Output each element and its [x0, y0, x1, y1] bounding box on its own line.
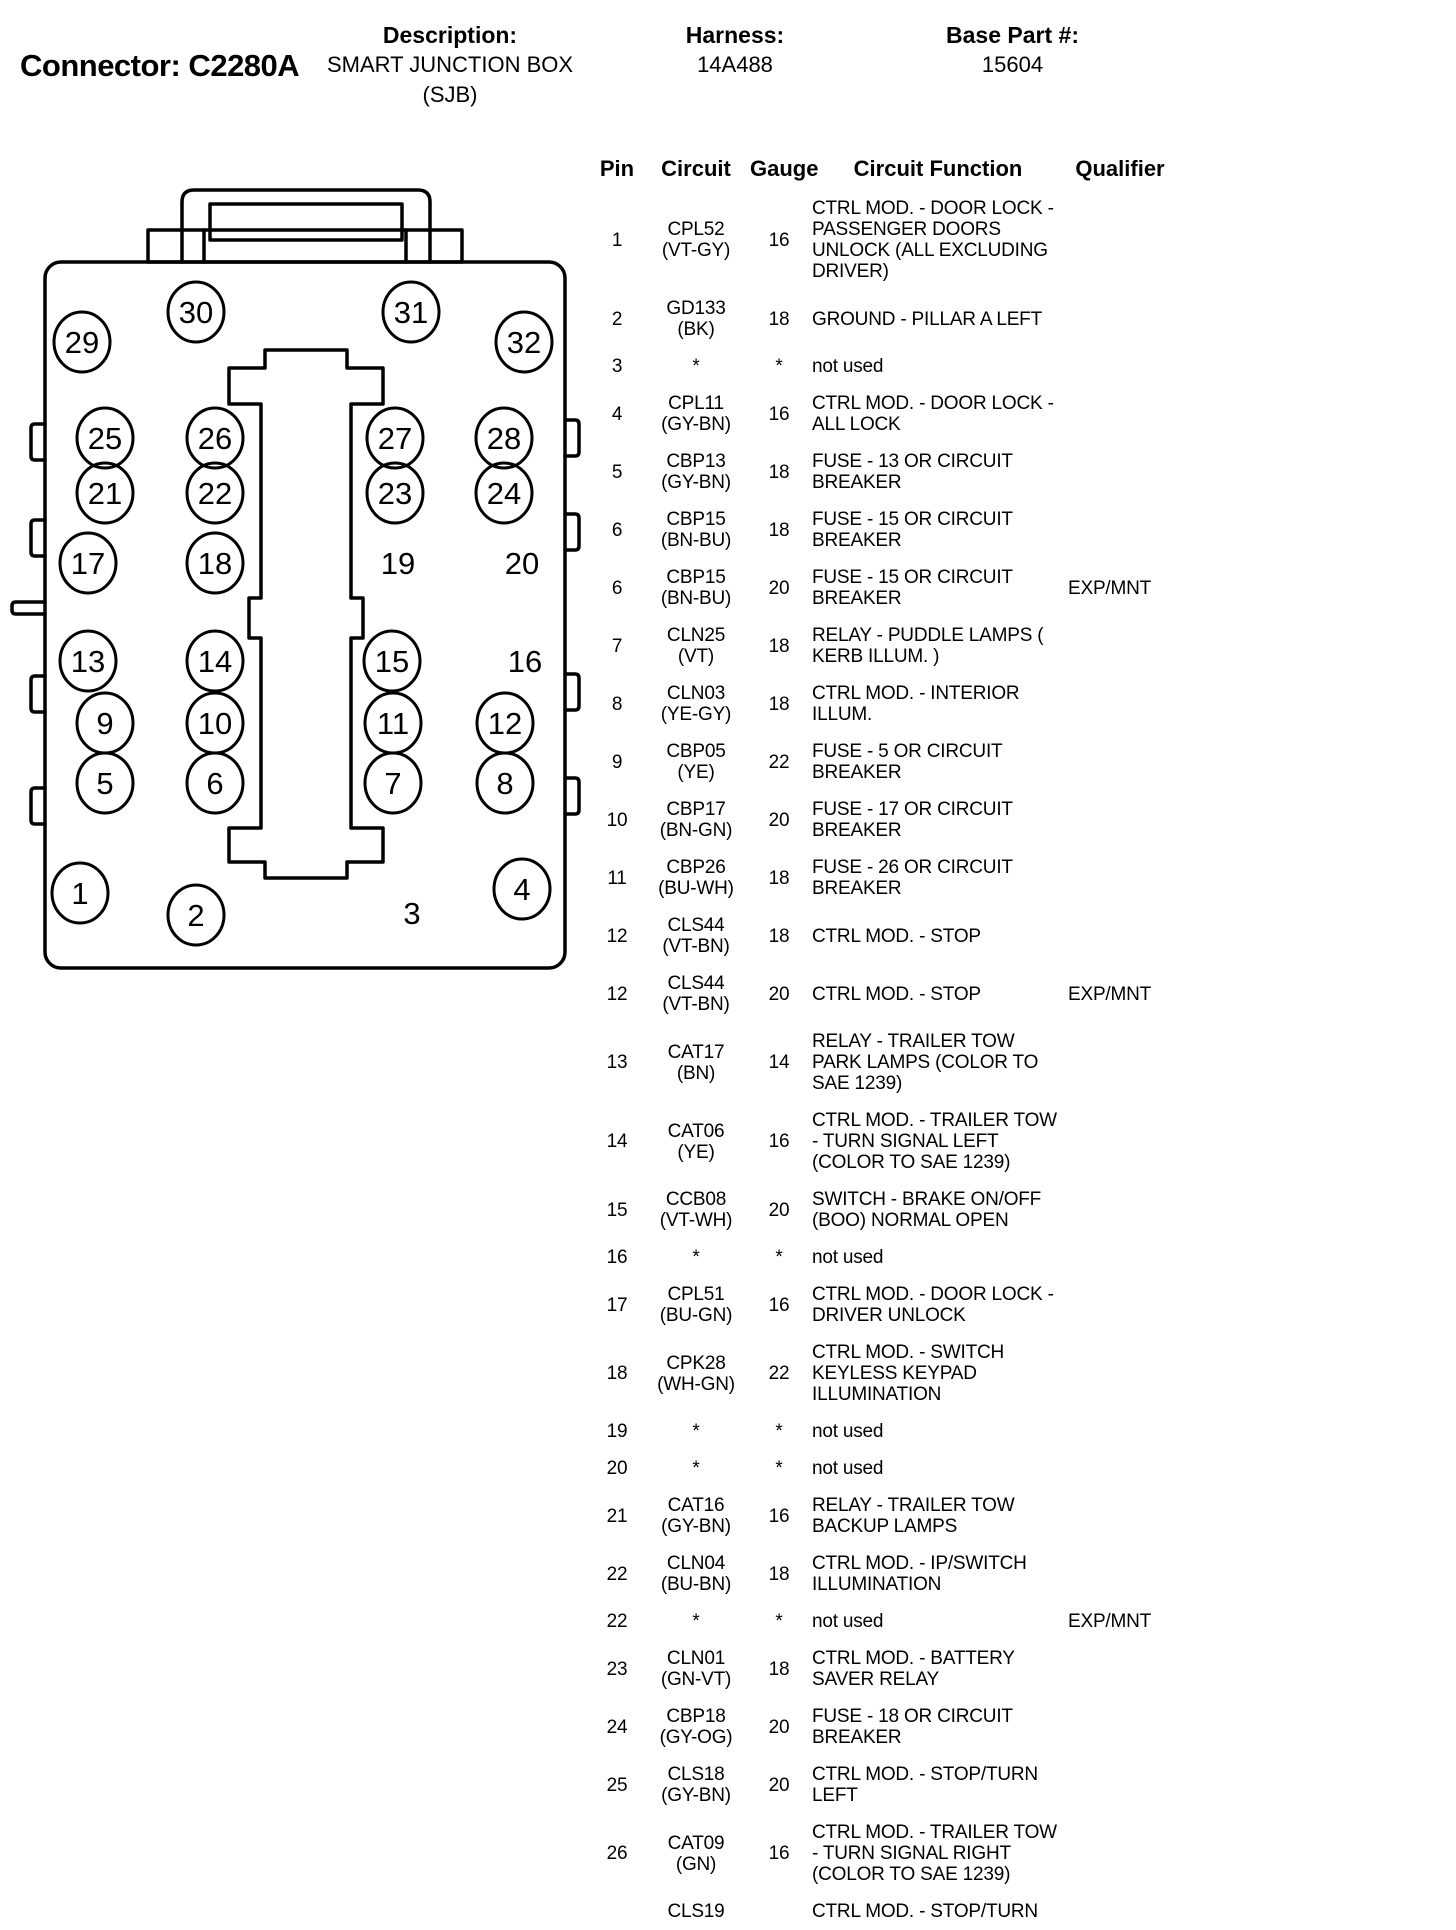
- pin-cell: 18: [606, 1363, 628, 1384]
- gauge-cell: 20: [768, 577, 790, 599]
- table-row: [592, 1698, 1176, 1756]
- description-value-line2: (SJB): [422, 82, 478, 107]
- function-cell: not used: [812, 356, 884, 377]
- function-cell: CTRL MOD. - SWITCH KEYLESS KEYPAD ILLUMINATION: [812, 1342, 1005, 1405]
- circuit-cell: CBP13 (GY-BN): [661, 451, 731, 493]
- circuit-cell: *: [692, 356, 700, 377]
- pin-21-label: 21: [87, 475, 123, 511]
- description-label: Description:: [382, 22, 518, 48]
- pin-cell: 12: [606, 925, 628, 947]
- gauge-cell: 18: [768, 635, 790, 657]
- pin-cell: 8: [611, 693, 623, 715]
- pin-13-label: 13: [70, 643, 106, 679]
- gauge-cell: 16: [768, 1131, 790, 1152]
- table-row: [592, 1023, 1176, 1102]
- pin-11-label: 11: [376, 705, 410, 741]
- pinout-table: [592, 156, 1176, 1930]
- function-cell: GROUND - PILLAR A LEFT: [812, 308, 1042, 330]
- pin-cell: 9: [611, 751, 623, 773]
- harness-value: 14A488: [697, 52, 773, 77]
- gauge-cell: 18: [768, 461, 790, 483]
- table-row: [592, 1893, 1176, 1930]
- gauge-cell: 16: [768, 1843, 790, 1864]
- pin-27-label: 27: [377, 420, 413, 456]
- gauge-cell: 16: [768, 1294, 790, 1316]
- connector-body: [45, 262, 565, 968]
- function-cell: CTRL MOD. - TRAILER TOW - TURN SIGNAL LEFT (COLOR TO SAE 1239): [812, 1110, 1057, 1173]
- function-cell: FUSE - 13 OR CIRCUIT BREAKER: [812, 451, 1013, 493]
- pin-26-label: 26: [197, 420, 233, 456]
- table-row: [592, 965, 1176, 1023]
- pin-24-label: 24: [486, 475, 522, 511]
- gauge-cell: 22: [768, 751, 790, 773]
- function-cell: FUSE - 15 OR CIRCUIT BREAKER: [812, 509, 1013, 551]
- pin-cell: 17: [606, 1294, 628, 1316]
- pin-cell: 26: [606, 1843, 628, 1864]
- circuit-cell: CAT06 (YE): [667, 1120, 725, 1163]
- function-cell: RELAY - PUDDLE LAMPS ( KERB ILLUM. ): [812, 625, 1044, 667]
- table-row: [592, 1239, 1176, 1276]
- table-row: [592, 1487, 1176, 1545]
- circuit-cell: CLN04 (BU-BN): [660, 1553, 732, 1595]
- function-cell: CTRL MOD. - DOOR LOCK - ALL LOCK: [812, 393, 1054, 435]
- gauge-cell: *: [775, 356, 783, 377]
- gauge-cell: 14: [768, 1052, 790, 1073]
- gauge-cell: 20: [768, 1774, 790, 1796]
- function-cell: not used: [812, 1247, 884, 1268]
- gauge-cell: 16: [768, 403, 790, 425]
- table-row: [592, 675, 1176, 733]
- circuit-cell: CPL52 (VT-GY): [661, 219, 731, 261]
- gauge-cell: 18: [768, 925, 790, 947]
- column-header-circuit: Circuit: [661, 156, 731, 181]
- circuit-cell: *: [692, 1247, 700, 1268]
- circuit-cell: CLN03 (YE-GY): [660, 683, 732, 725]
- table-row: [592, 1276, 1176, 1334]
- function-cell: SWITCH - BRAKE ON/OFF (BOO) NORMAL OPEN: [812, 1189, 1042, 1231]
- connector-latch: [148, 190, 462, 262]
- table-row: [592, 791, 1176, 849]
- gauge-cell: 18: [768, 308, 790, 330]
- column-header-pin: Pin: [599, 156, 635, 181]
- circuit-cell: CLN01 (GN-VT): [660, 1648, 732, 1690]
- pin-2-label: 2: [187, 897, 205, 933]
- pin-15-label: 15: [374, 643, 410, 679]
- gauge-cell: *: [775, 1247, 783, 1268]
- function-cell: CTRL MOD. - DOOR LOCK - PASSENGER DOORS UNLOCK (ALL EXCLUDING DRIVER): [812, 198, 1054, 282]
- circuit-cell: CPK28 (WH-GN): [657, 1352, 735, 1395]
- circuit-cell: *: [692, 1458, 700, 1479]
- gauge-cell: 20: [768, 809, 790, 831]
- pin-cell: 14: [606, 1131, 628, 1152]
- pin-8-label: 8: [496, 765, 514, 801]
- table-row: [592, 907, 1176, 965]
- pin-18-label: 18: [197, 545, 233, 581]
- pin-cell: 20: [606, 1458, 628, 1479]
- function-cell: RELAY - TRAILER TOW BACKUP LAMPS: [812, 1495, 1015, 1537]
- pin-cell: 5: [611, 461, 623, 483]
- function-cell: CTRL MOD. - STOP: [812, 983, 981, 1005]
- table-row: [592, 1545, 1176, 1603]
- pin-30-label: 30: [178, 294, 214, 330]
- table-row: [592, 501, 1176, 559]
- circuit-cell: CLS19: [667, 1901, 725, 1922]
- function-cell: FUSE - 5 OR CIRCUIT BREAKER: [812, 741, 1003, 783]
- table-row: [592, 348, 1176, 385]
- pin-cell: 3: [611, 356, 623, 377]
- circuit-cell: CLS18 (GY-BN): [661, 1764, 731, 1806]
- gauge-cell: 18: [768, 1658, 790, 1680]
- circuit-cell: CBP26 (BU-WH): [658, 857, 734, 899]
- table-row: [592, 443, 1176, 501]
- pin-cell: 6: [611, 519, 623, 541]
- function-cell: CTRL MOD. - STOP/TURN: [812, 1901, 1038, 1922]
- table-row: [592, 1756, 1176, 1814]
- pin-22-label: 22: [197, 475, 233, 511]
- table-row: [592, 1334, 1176, 1413]
- circuit-cell: CPL11 (GY-BN): [661, 393, 731, 435]
- gauge-cell: *: [775, 1458, 783, 1479]
- function-cell: not used: [812, 1421, 884, 1442]
- circuit-cell: CBP15 (BN-BU): [660, 509, 732, 551]
- pin-cell: 1: [611, 229, 623, 251]
- base-part-value: 15604: [981, 52, 1044, 77]
- circuit-cell: *: [692, 1611, 700, 1632]
- function-cell: CTRL MOD. - DOOR LOCK - DRIVER UNLOCK: [812, 1284, 1054, 1326]
- gauge-cell: 16: [768, 229, 790, 251]
- function-cell: RELAY - TRAILER TOW PARK LAMPS (COLOR TO SAE 1239): [812, 1031, 1039, 1094]
- harness-label: Harness:: [685, 22, 785, 48]
- circuit-cell: CLS44 (VT-BN): [662, 915, 730, 957]
- pin-16-label: 16: [507, 643, 543, 679]
- circuit-cell: CBP18 (GY-OG): [659, 1706, 733, 1748]
- table-header-row: [592, 156, 1176, 182]
- table-row: [592, 1413, 1176, 1450]
- connector-keyway: [229, 350, 383, 878]
- pin-28-label: 28: [486, 420, 522, 456]
- qualifier-cell: EXP/MNT: [1068, 1611, 1152, 1632]
- circuit-cell: CLN25 (VT): [666, 625, 726, 667]
- pin-cell: 22: [606, 1611, 628, 1632]
- pin-cell: 24: [606, 1716, 628, 1738]
- pin-cell: 25: [606, 1774, 628, 1796]
- pin-25-label: 25: [87, 420, 123, 456]
- pin-9-label: 9: [96, 705, 114, 741]
- gauge-cell: 18: [768, 519, 790, 541]
- pin-cell: 12: [606, 983, 628, 1005]
- pin-32-label: 32: [506, 324, 542, 360]
- pin-cell: 19: [606, 1421, 628, 1442]
- table-row: [592, 190, 1176, 290]
- gauge-cell: *: [775, 1421, 783, 1442]
- gauge-cell: 18: [768, 867, 790, 889]
- column-header-circuit-function: Circuit Function: [853, 156, 1023, 181]
- function-cell: not used: [812, 1458, 884, 1479]
- circuit-cell: CAT16 (GY-BN): [661, 1495, 731, 1537]
- gauge-cell: 18: [768, 693, 790, 715]
- table-row: [592, 385, 1176, 443]
- pin-cell: 10: [606, 809, 628, 831]
- gauge-cell: *: [775, 1611, 783, 1632]
- pin-14-label: 14: [197, 643, 233, 679]
- gauge-cell: 18: [768, 1563, 790, 1585]
- function-cell: CTRL MOD. - IP/SWITCH ILLUMINATION: [812, 1553, 1027, 1595]
- function-cell: CTRL MOD. - TRAILER TOW - TURN SIGNAL RIGHT (COLOR TO SAE 1239): [812, 1822, 1057, 1885]
- connector-right-tabs: [565, 420, 579, 814]
- pin-19-label: 19: [380, 545, 416, 581]
- pin-23-label: 23: [377, 475, 413, 511]
- pin-cell: 6: [611, 577, 623, 599]
- function-cell: CTRL MOD. - BATTERY SAVER RELAY: [812, 1648, 1015, 1690]
- function-cell: CTRL MOD. - STOP: [812, 925, 981, 947]
- function-cell: FUSE - 18 OR CIRCUIT BREAKER: [812, 1706, 1013, 1748]
- column-header-gauge: Gauge: [750, 156, 819, 181]
- pin-6-label: 6: [206, 765, 224, 801]
- pin-1-label: 1: [71, 875, 89, 911]
- table-row: [592, 559, 1176, 617]
- description-value-line1: SMART JUNCTION BOX: [326, 52, 574, 77]
- circuit-cell: CLS44 (VT-BN): [662, 973, 730, 1015]
- pin-10-label: 10: [197, 705, 233, 741]
- pin-3-label: 3: [403, 895, 421, 931]
- circuit-cell: *: [692, 1421, 700, 1442]
- function-cell: CTRL MOD. - INTERIOR ILLUM.: [812, 683, 1020, 725]
- pin-4-label: 4: [513, 871, 531, 907]
- connector-diagram: [0, 150, 590, 980]
- harness-block: [650, 20, 820, 80]
- pin-cell: 11: [607, 867, 627, 889]
- connector-left-tabs: [12, 424, 45, 824]
- table-row: [592, 1181, 1176, 1239]
- pin-12-label: 12: [487, 705, 523, 741]
- table-row: [592, 290, 1176, 348]
- table-row: [592, 733, 1176, 791]
- table-row: [592, 1640, 1176, 1698]
- pin-cell: 23: [606, 1658, 628, 1680]
- function-cell: CTRL MOD. - STOP/TURN LEFT: [812, 1764, 1038, 1806]
- pin-cell: 15: [606, 1199, 628, 1221]
- pin-29-label: 29: [64, 324, 100, 360]
- table-row: [592, 1102, 1176, 1181]
- connector-title: Connector: C2280A: [20, 48, 300, 83]
- pin-cell: 4: [611, 403, 623, 425]
- circuit-cell: CBP17 (BN-GN): [659, 799, 733, 841]
- pin-7-label: 7: [384, 765, 402, 801]
- function-cell: FUSE - 26 OR CIRCUIT BREAKER: [812, 857, 1013, 899]
- gauge-cell: 20: [768, 1716, 790, 1738]
- function-cell: not used: [812, 1611, 884, 1632]
- pin-31-label: 31: [393, 294, 429, 330]
- base-part-label: Base Part #:: [946, 22, 1079, 48]
- pin-cell: 22: [606, 1563, 628, 1585]
- gauge-cell: 20: [768, 983, 790, 1005]
- column-header-qualifier: Qualifier: [1075, 156, 1165, 181]
- pin-cell: 16: [606, 1247, 628, 1268]
- pin-20-label: 20: [504, 545, 540, 581]
- pins-group: [52, 282, 552, 945]
- gauge-cell: 22: [768, 1363, 790, 1384]
- table-row: [592, 1603, 1176, 1640]
- pin-cell: 2: [611, 308, 623, 330]
- table-row: [592, 1814, 1176, 1893]
- circuit-cell: GD133 (BK): [666, 298, 726, 340]
- qualifier-cell: EXP/MNT: [1068, 983, 1152, 1005]
- qualifier-cell: EXP/MNT: [1068, 577, 1152, 599]
- circuit-cell: CAT09 (GN): [667, 1832, 725, 1875]
- circuit-cell: CBP15 (BN-BU): [660, 567, 732, 609]
- table-row: [592, 1450, 1176, 1487]
- pin-cell: 21: [606, 1505, 628, 1527]
- gauge-cell: 16: [768, 1505, 790, 1527]
- function-cell: FUSE - 17 OR CIRCUIT BREAKER: [812, 799, 1013, 841]
- circuit-cell: CBP05 (YE): [666, 741, 726, 783]
- circuit-cell: CAT17 (BN): [667, 1041, 725, 1084]
- table-row: [592, 849, 1176, 907]
- table-body: [592, 190, 1176, 1930]
- circuit-cell: CPL51 (BU-GN): [659, 1284, 733, 1326]
- table-row: [592, 617, 1176, 675]
- pin-cell: 7: [611, 635, 623, 657]
- gauge-cell: 20: [768, 1199, 790, 1221]
- pin-5-label: 5: [96, 765, 114, 801]
- base-part-block: [905, 20, 1120, 80]
- description-block: [320, 20, 580, 110]
- circuit-cell: CCB08 (VT-WH): [659, 1189, 733, 1231]
- pin-cell: 13: [606, 1052, 628, 1073]
- function-cell: FUSE - 15 OR CIRCUIT BREAKER: [812, 567, 1013, 609]
- pin-17-label: 17: [70, 545, 106, 581]
